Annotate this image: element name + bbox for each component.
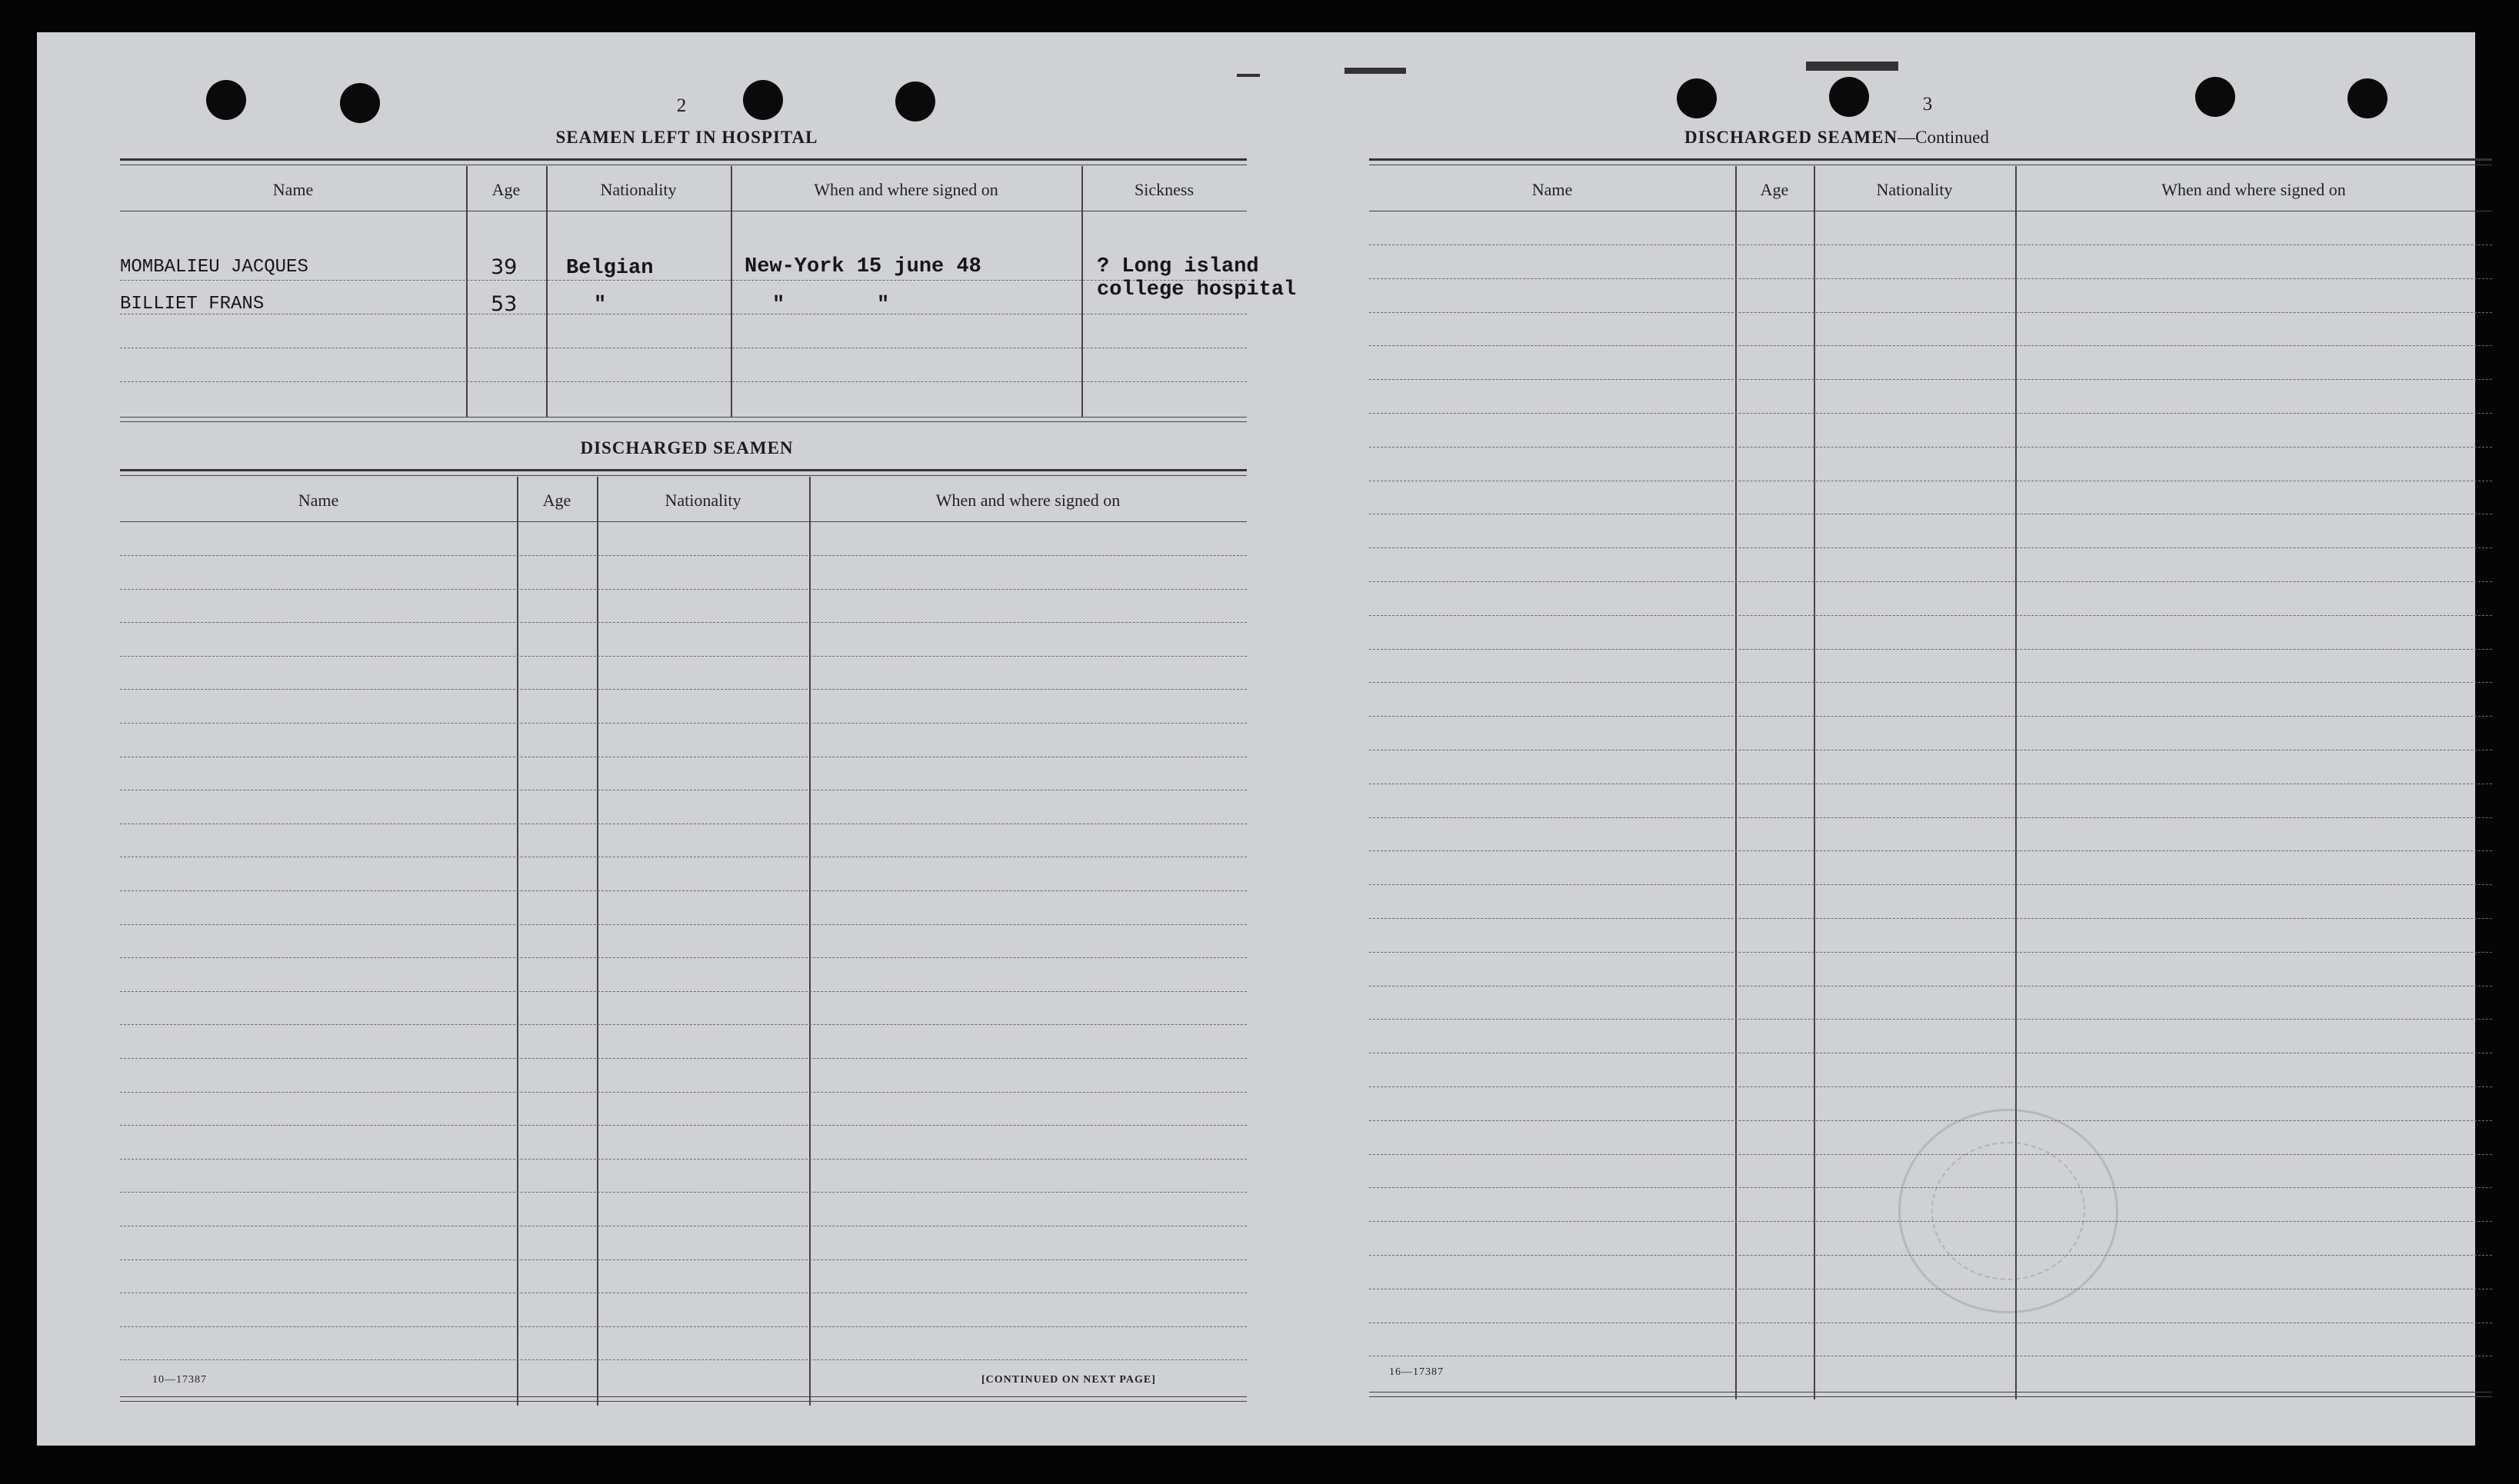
row-line: [1369, 615, 2492, 616]
table-bottom-rule: [1369, 1396, 2492, 1397]
table-top-rule: [120, 469, 1247, 471]
row-line: [120, 381, 1247, 382]
hospital-section-title: SEAMEN LEFT IN HOSPITAL: [555, 128, 818, 147]
table-top-rule: [120, 158, 1247, 161]
column-header-age: Age: [491, 180, 521, 199]
row-line: [1369, 379, 2492, 380]
row-line: [120, 622, 1247, 623]
row-line: [1369, 884, 2492, 885]
form-number: 16—17387: [1389, 1366, 1444, 1378]
row-line: [120, 280, 1247, 281]
row-line: [1369, 986, 2492, 987]
page-number: 3: [1922, 94, 1933, 115]
row-line: [120, 723, 1247, 724]
column-header-sickness: Sickness: [1135, 180, 1194, 199]
column-divider: [597, 477, 598, 1406]
table-top-rule: [1369, 158, 2492, 161]
hospital-row-2-signed-on: ": [772, 294, 785, 317]
table-bottom-rule: [120, 417, 1247, 418]
row-line: [1369, 345, 2492, 346]
table-top-rule: [120, 475, 1247, 476]
row-line: [1369, 312, 2492, 313]
title-main: DISCHARGED SEAMEN: [1684, 128, 1898, 147]
row-line: [120, 924, 1247, 925]
column-header-name: Name: [298, 491, 339, 510]
row-line: [1369, 716, 2492, 717]
column-divider: [809, 477, 811, 1406]
hospital-row-1-name: MOMBALIEU JACQUES: [120, 257, 308, 278]
row-line: [120, 1159, 1247, 1160]
header-bottom-rule: [120, 521, 1247, 522]
page-number: 2: [676, 95, 687, 116]
title-continued: —Continued: [1898, 128, 1989, 147]
row-line: [1369, 952, 2492, 953]
row-line: [120, 890, 1247, 891]
table-bottom-rule: [120, 1396, 1247, 1397]
discharged-continued-title: [1629, 128, 2044, 148]
column-header-age: Age: [542, 491, 571, 510]
column-header-nationality: Nationality: [665, 491, 741, 510]
row-line: [120, 689, 1247, 690]
hospital-row-1-sickness-line2: college hospital: [1097, 278, 1297, 301]
row-line: [120, 957, 1247, 958]
row-line: [120, 1092, 1247, 1093]
row-line: [120, 1024, 1247, 1025]
row-line: [120, 991, 1247, 992]
row-line: [120, 1192, 1247, 1193]
row-line: [120, 1359, 1247, 1360]
discharged-section-title: DISCHARGED SEAMEN: [580, 438, 794, 458]
official-stamp-inner: [1931, 1142, 2085, 1280]
hospital-row-1-age: 39: [491, 255, 518, 279]
column-divider: [546, 166, 548, 417]
left-page: [37, 32, 1297, 1446]
column-header-signed-on: When and where signed on: [2161, 180, 2346, 199]
column-header-name: Name: [272, 180, 314, 199]
right-page: [1283, 32, 2475, 1446]
column-header-nationality: Nationality: [1876, 180, 1953, 199]
row-line: [1369, 1019, 2492, 1020]
table-bottom-rule: [120, 421, 1247, 422]
table-bottom-rule: [120, 1401, 1247, 1402]
hospital-row-2-name: BILLIET FRANS: [120, 294, 265, 314]
row-line: [120, 1125, 1247, 1126]
row-line: [1369, 918, 2492, 919]
row-line: [1369, 850, 2492, 851]
hospital-table: [120, 155, 1297, 452]
hospital-row-1-signed-on: New-York 15 june 48: [745, 255, 981, 278]
official-stamp: [1898, 1109, 2118, 1313]
column-header-signed-on: When and where signed on: [935, 491, 1121, 510]
row-line: [120, 1058, 1247, 1059]
row-line: [1369, 682, 2492, 683]
row-line: [1369, 817, 2492, 818]
hospital-row-2-age: 53: [491, 292, 518, 316]
row-line: [1369, 547, 2492, 548]
hospital-row-1-sickness-line1: ? Long island: [1097, 255, 1259, 278]
hospital-row-1-nationality: Belgian: [566, 257, 654, 280]
row-line: [1369, 649, 2492, 650]
hospital-row-2-signed-on-ditto: ": [877, 294, 890, 317]
row-line: [1369, 1086, 2492, 1087]
column-header-age: Age: [1760, 180, 1789, 199]
form-number: 10—17387: [152, 1374, 207, 1386]
hospital-row-2-nationality: ": [594, 294, 607, 317]
column-header-nationality: Nationality: [600, 180, 677, 199]
row-line: [1369, 1120, 2492, 1121]
document-sheet: [37, 32, 2475, 1446]
column-divider: [1081, 166, 1083, 417]
column-divider: [731, 166, 732, 417]
row-line: [1369, 278, 2492, 279]
column-divider: [517, 477, 518, 1406]
row-line: [120, 1326, 1247, 1327]
row-line: [120, 555, 1247, 556]
continued-note: [CONTINUED ON NEXT PAGE]: [981, 1374, 1156, 1386]
column-divider: [466, 166, 468, 417]
row-line: [1369, 447, 2492, 448]
row-line: [120, 589, 1247, 590]
row-line: [120, 656, 1247, 657]
column-header-name: Name: [1531, 180, 1573, 199]
discharged-table[interactable]: [120, 466, 1247, 1404]
row-line: [1369, 413, 2492, 414]
row-line: [1369, 581, 2492, 582]
row-line: [120, 1259, 1247, 1260]
column-header-signed-on: When and where signed on: [814, 180, 998, 199]
